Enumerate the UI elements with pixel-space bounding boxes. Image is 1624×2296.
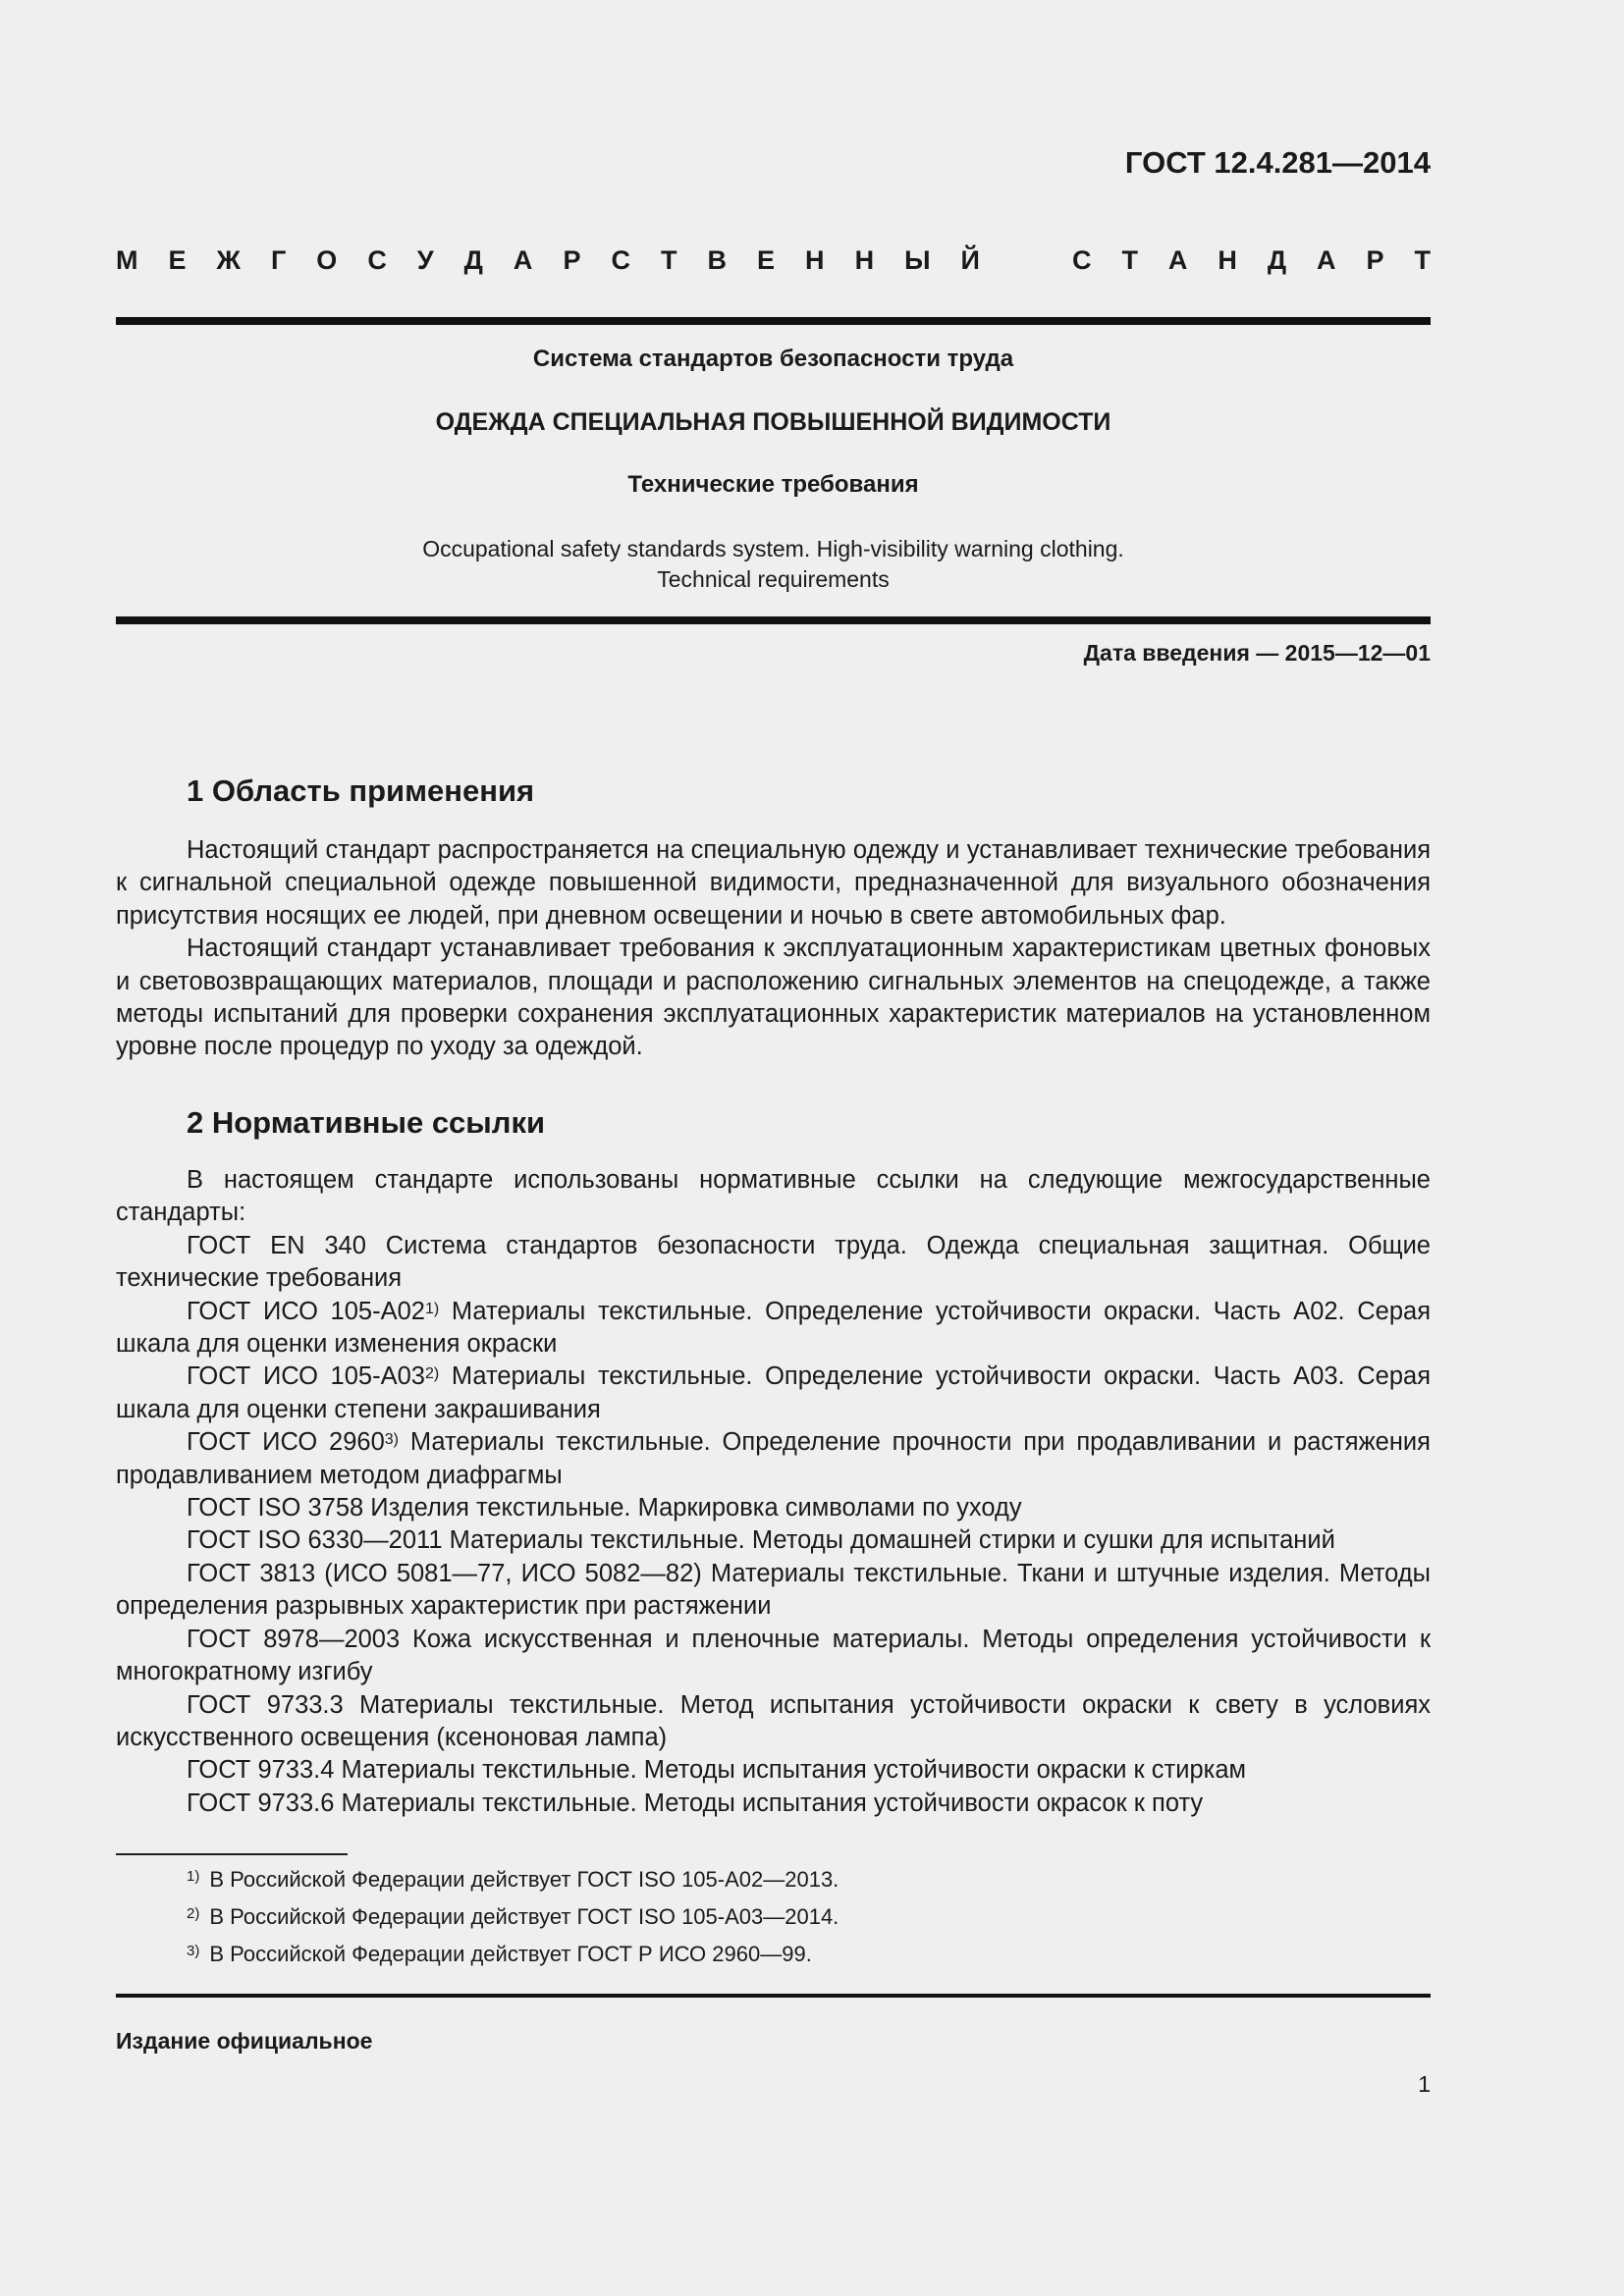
heading-letter: Н [1218, 245, 1237, 275]
footnote-mark: 3) [187, 1943, 200, 1959]
heading-letter: Р [1366, 245, 1384, 275]
introduction-date: Дата введения — 2015—12—01 [1083, 640, 1431, 666]
reference-text: Материалы текстильные. Определение устойчивости окраски. Часть A02. Серая шкала для оценки изменения окраски [116, 1297, 1432, 1359]
standard-word [1072, 245, 1431, 276]
english-title-line-2: Technical requirements [657, 566, 890, 592]
document-title: ОДЕЖДА СПЕЦИАЛЬНАЯ ПОВЫШЕННОЙ ВИДИМОСТИ [435, 408, 1111, 436]
heading-letter: Н [805, 245, 825, 275]
heading-letter: С [611, 245, 630, 275]
reference-item: ГОСТ EN 340 Система стандартов безопасности труда. Одежда специальная защитная. Общие технические требования [116, 1231, 1431, 1293]
footer-divider [116, 1994, 1431, 1998]
reference-text: Материалы текстильные. Определение устойчивости окраски. Часть A03. Серая шкала для оценки степени закрашивания [116, 1362, 1432, 1423]
reference-item: ГОСТ 9733.4 Материалы текстильные. Методы испытания устойчивости окраски к стиркам [187, 1756, 1247, 1785]
heading-letter: С [367, 245, 387, 275]
footnote [187, 1936, 839, 1973]
page-number: 1 [1418, 2071, 1431, 2097]
interstate-word [116, 245, 980, 276]
heading-letter: Г [270, 245, 287, 275]
top-divider [116, 317, 1431, 325]
footnote-mark: 1) [424, 1300, 440, 1317]
reference-item [116, 1426, 1431, 1492]
standard-code: ГОСТ 12.4.281—2014 [1124, 145, 1431, 180]
reference-text: Материалы текстильные. Определение прочности при продавливании и растяжения продавливанием методом диафрагмы [116, 1428, 1431, 1489]
heading-letter: Й [960, 245, 980, 275]
heading-letter: Т [1121, 245, 1138, 275]
section-1-heading: 1 Область применения [187, 774, 535, 808]
footnote-mark: 1) [187, 1868, 200, 1885]
heading-letter: Ы [904, 245, 931, 275]
heading-letter: Т [1414, 245, 1431, 275]
system-title: Система стандартов безопасности труда [532, 346, 1014, 372]
heading-letter: Д [463, 245, 483, 275]
reference-item: ГОСТ 8978—2003 Кожа искусственная и пленочные материалы. Методы определения устойчивости к многократному изгибу [116, 1625, 1431, 1686]
section-2-body [116, 1164, 1431, 1820]
footnote-separator [116, 1853, 348, 1855]
heading-letter: М [116, 245, 138, 275]
footnotes [187, 1861, 839, 1973]
footnote [187, 1861, 839, 1898]
footnote-mark: 2) [424, 1365, 440, 1383]
heading-letter: А [1167, 245, 1188, 275]
footnote-mark: 2) [187, 1905, 200, 1922]
reference-item: ГОСТ 9733.6 Материалы текстильные. Методы испытания устойчивости окрасок к поту [187, 1789, 1204, 1817]
section-2-heading: 2 Нормативные ссылки [187, 1105, 546, 1140]
section-1-body [116, 834, 1431, 1064]
interstate-standard-heading [116, 245, 1431, 276]
heading-letter: Д [1267, 245, 1287, 275]
reference-item: ГОСТ ISO 6330—2011 Материалы текстильные. Методы домашней стирки и сушки для испытаний [187, 1526, 1335, 1555]
heading-letter: А [513, 245, 533, 275]
reference-item [116, 1361, 1431, 1426]
heading-letter: О [316, 245, 338, 275]
heading-letter: Ж [216, 245, 241, 275]
footnote [187, 1898, 839, 1936]
heading-letter: Е [757, 245, 776, 275]
reference-item: ГОСТ 9733.3 Материалы текстильные. Метод испытания устойчивости окраски к свету в условиях искусственного освещения (ксеноновая лампа) [116, 1690, 1431, 1751]
official-edition-label: Издание официальное [116, 2028, 373, 2054]
heading-letter: У [416, 245, 434, 275]
paragraph: В настоящем стандарте использованы нормативные ссылки на следующие межгосударственные стандарты: [116, 1166, 1431, 1227]
reference-code: ГОСТ ИСО 105-A03 [187, 1362, 425, 1391]
heading-letter: Т [660, 245, 677, 275]
reference-item [116, 1296, 1431, 1362]
heading-letter: В [707, 245, 727, 275]
document-subtitle: Технические требования [627, 471, 919, 498]
heading-letter: С [1072, 245, 1092, 275]
footnote-text: В Российской Федерации действует ГОСТ ISO 105-A02—2013. [209, 1867, 839, 1892]
heading-letter: Е [168, 245, 187, 275]
paragraph: Настоящий стандарт распространяется на специальную одежду и устанавливает технические требования к сигнальной специальной одежде повышенной видимости, предназначенной для визуального обозначения присутствия носящих ее людей, при дневном освещении и ночью в свете автомобильных фар. [116, 836, 1431, 930]
english-title [116, 534, 1431, 595]
english-title-line-1: Occupational safety standards system. High-visibility warning clothing. [422, 536, 1124, 561]
footnote-mark: 3) [384, 1431, 399, 1449]
heading-letter: А [1317, 245, 1336, 275]
reference-item: ГОСТ 3813 (ИСО 5081—77, ИСО 5082—82) Материалы текстильные. Ткани и штучные изделия. Методы определения разрывных характеристик при растяжении [116, 1559, 1431, 1621]
reference-code: ГОСТ ИСО 105-A02 [187, 1297, 425, 1325]
reference-code: ГОСТ ИСО 2960 [187, 1428, 385, 1457]
reference-item: ГОСТ ISO 3758 Изделия текстильные. Маркировка символами по уходу [187, 1494, 1022, 1522]
heading-letter: Р [563, 245, 581, 275]
paragraph: Настоящий стандарт устанавливает требования к эксплуатационным характеристикам цветных фоновых и световозвращающих материалов, площади и расположению сигнальных элементов на спецодежде, а также методы испытаний для проверки сохранения эксплуатационных характеристик материалов на установленном уровне после процедур по уходу за одеждой. [116, 934, 1431, 1061]
heading-letter: Н [854, 245, 875, 275]
footnote-text: В Российской Федерации действует ГОСТ Р ИСО 2960—99. [209, 1942, 812, 1966]
title-divider [116, 616, 1431, 624]
footnote-text: В Российской Федерации действует ГОСТ ISO 105-A03—2014. [209, 1904, 839, 1929]
